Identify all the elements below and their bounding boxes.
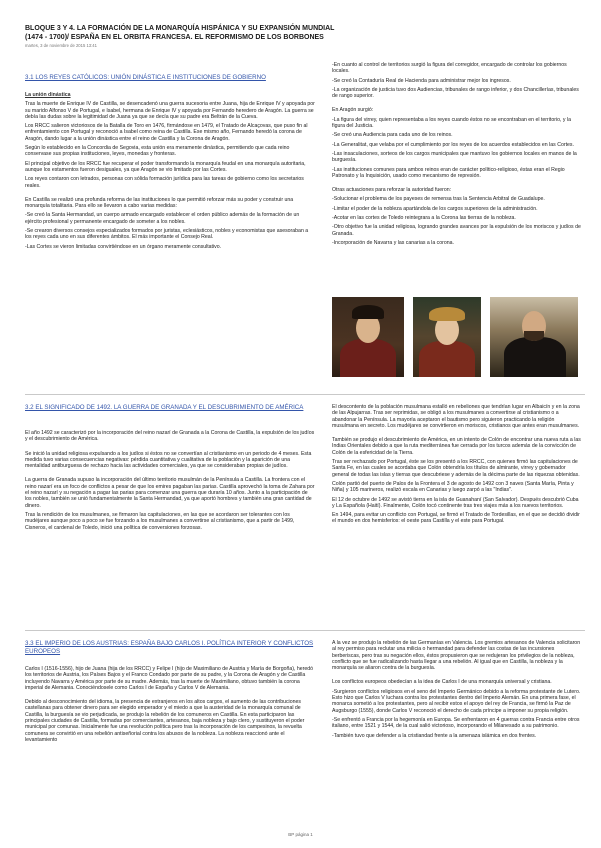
section-divider (25, 394, 585, 395)
paragraph: Debido al desconocimiento del idioma, la presencia de extranjeros en los altos cargos, el aumento de las contribuciones castellanas para obtener dinero para ser elegido emperador y el miedo a que la austeridad de la monarquía comunal de Castilla, la burguesía se vio perjudicada, se produjo la rebelión de los comuneros en Castilla. En esta participaron las principales ciudades de Castilla, formadas por comerciantes, artesanos, baja nobleza y bajo clero, y sustituyeron el poder municipal por comunas. Inicialmente fue una revolución política pero tras la incorporación de los campesinos, la revuelta comunera se convirtió en una rebelión antiseñorial contra los abusos de la nobleza. La nobleza reaccionó ante el levantamiento (25, 699, 305, 743)
paragraph: Carlos I (1516-1556), hijo de Juana (hija de los RRCC) y Felipe I (hijo de Maximiliano de Austria y María de Borgoña), heredó los territorios de Austria, los Países Bajos y el Franco Condado por parte de su padre, y la Corona de Aragón y de Castilla incluyendo Navarra y América por parte de su madre. Además, tras la muerte de Maximiliano, obtuvo también la corona imperial de Alemania. Conociéndosele como Carlos I de España y Carlos V de Alemania. (25, 666, 314, 691)
list-item: -Surgieron conflictos religiosos en el seno del Imperio Germánico debido a la reforma protestante de Lutero. Esto hizo que Carlos V luchara contra los protestantes dentro del Imperio Alemán. En una primera fase, el monarca sometió a los protestantes, pero al recibir estos el apoyo del rey de Francia, se firmó la Paz de Augsburgo (1555), donde Carlos V reconoció el derecho de cada príncipe a imponer su propia religión. (332, 688, 581, 714)
list-item: -Se crearon diversos consejos especializados formados por juristas, eclesiásticos, nobles y economistas que asesoraban a los reyes cada uno en sus diferentes ámbitos. El más importante el Consejo Real. (25, 228, 309, 241)
paragraph: El 12 de octubre de 1492 se avistó tierra en la isla de Guanahaní (San Salvador). Después descubrió Cuba y La Española (Haití). Finalmente, Colón tocó continente tras tres viajes más a los nuevos territorios. (332, 496, 579, 509)
section-3-3-right-column (332, 640, 582, 824)
portrait-fernando-image (332, 297, 404, 377)
section-3-3-left-column (25, 666, 315, 824)
section-3-3-heading: 3.3 EL IMPERIO DE LOS AUSTRIAS: ESPAÑA BAJO CARLOS I. POLÍTICA INTERIOR Y CONFLICTOS EUROPEOS (25, 640, 314, 655)
list-item: -Solucionar el problema de los payeses de remensa tras la Sentencia Arbitral de Guadalupe. (332, 196, 545, 203)
list-item: -Se creó la Santa Hermandad, un cuerpo armado encargado establecer el orden público además de la formación de un ejército profesional y permanente encargado de someter a los nobles. (25, 212, 300, 225)
timestamp: martes, 3 de noviembre de 2015 13:41 (25, 43, 97, 48)
section-divider (25, 630, 585, 631)
section-3-1-left-column (25, 92, 315, 253)
section-3-2-left-column (25, 430, 315, 534)
paragraph: A la vez se produjo la rebelión de las Germanías en Valencia. Los gremios artesanos de Valencia solicitaron al rey permiso para reclutar una milicia o hermandad para defender las costas de las incursiones berberiscas, pero tras su negación ellos, éstos propusieron que se redujeran los privilegios de la nobleza, conflicto que se fue radicalizando hasta llegar a una rebelión. Al igual que en Castilla, la nobleza y la monarquía se aliaron contra de la burguesía. (332, 640, 581, 672)
section-3-1-heading: 3.1 LOS REYES CATÓLICOS: UNIÓN DINÁSTICA E INSTITUCIONES DE GOBIERNO (25, 74, 266, 81)
list-item: -Las Cortes se vieron limitadas convirtiéndose en un órgano meramente consultativo. (25, 243, 222, 250)
paragraph: El principal objetivo de los RRCC fue recuperar el poder transformando la monarquía feudal en una monarquía autoritaria, aunque los estamentos fueron desiguales, ya que Aragón se vio limitado por las Cortes. (25, 160, 306, 173)
paragraph: El año 1492 se caracterizó por la incorporación del reino nazarí de Granada a la Corona de Castilla, la expulsión de los judíos y el descubrimiento de América. (25, 430, 315, 443)
paragraph: Los conflictos europeos obedecían a la idea de Carlos I de una monarquía universal y cristiana. (332, 679, 552, 686)
list-item: -La figura del virrey, quien representaba a los reyes cuando éstos no se encontraban en el territorio, y la figura del Justicia. (332, 116, 571, 130)
subheading-aragon: En Aragón surgió: (332, 107, 374, 114)
list-item: -Se creó la Contaduría Real de Hacienda para administrar mejor los ingresos. (332, 77, 511, 84)
subheading-union-dinastica: La unión dinástica (25, 92, 71, 98)
paragraph: Tras la rendición de los musulmanes, se firmaron las capitulaciones, en las que se acordaron ser tolerantes con los mudéjares aunque poco a poco se fue forzando a los musulmanes a convertirse al cristianismo, que a partir de 1499, Cisneros, el cardenal de Toledo, inició una política de conversiones forzosas. (25, 511, 295, 531)
portrait-carlos-image (490, 297, 578, 377)
paragraph: Según lo establecido en la Concordia de Segovia, esta unión era meramente dinástica, permitiendo que cada reino conservase sus propias instituciones, leyes, monedas y fronteras. (25, 145, 290, 158)
list-item: -La Generalitat, que velaba por el cumplimiento por los reyes de los acuerdos establecidos en las Cortes. (332, 141, 574, 148)
paragraph: Tras la muerte de Enrique IV de Castilla, se desencadenó una guerra sucesoria entre Juana, hija de Enrique IV y apoyada por su marido Alfonso V de Portugal, e Isabel, hermana de Enrique IV y apoyada por Fernando heredero de Aragón. La guerra se debía las dudas sobre la legitimidad de Juana ya que se decía que su padre era Beltrán de la Cueva. (25, 101, 315, 120)
list-item: -Se creó una Audiencia para cada uno de los reinos. (332, 132, 453, 139)
paragraph: La guerra de Granada supuso la incorporación del último territorio musulmán de la Península a Castilla. La frontera con el reino nazarí era un foco de conflictos a pesar de que los emires pagaban las parias. Castilla aprovechó la toma de Zahara por el reino nazarí y su negación a pagar las parias para comenzar una guerra que duraría 10 años. Junto a la participación de los nobles, también se unió fundamentalmente la Santa Hermandad, ya que aportó hombres y también una gran cantidad de dinero. (25, 477, 315, 509)
paragraph: También se produjo el descubrimiento de América, en un intento de Colón de encontrar una nueva ruta a las Indias Orientales debido a que la ruta mediterránea fue cerrada por los turcos además de la convicción de Colón de la esfericidad de la Tierra. (332, 437, 581, 456)
paragraph: Los reyes contaron con letrados, personas con sólida formación jurídica para las tareas de gobierno como los secretarios reales. (25, 176, 304, 189)
list-item: -Otro objetivo fue la unidad religiosa, logrando grandes avances por la expulsión de los moriscos y judíos de Granada. (332, 224, 581, 237)
list-item: -Incorporación de Navarra y las canarias a la corona. (332, 239, 454, 246)
section-3-2-right-column (332, 404, 582, 528)
paragraph: Los RRCC salieron victoriosos de la Batalla de Toro en 1476, firmándose en 1479, el Tratado de Alcaçovas, que puso fin al enfrentamiento con Portugal y reconoció a Isabel como reina de Castilla. Ese mismo año, Fernando heredó la corona de Aragón, dando lugar a la unión dinástica entre el reino de Castilla y la Corona de Aragón. (25, 123, 308, 142)
section-3-2-heading: 3.2 EL SIGNIFICADO DE 1492. LA GUERRA DE GRANADA Y EL DESCUBRIMIENTO DE AMÉRICA (25, 404, 304, 411)
list-item: -Las insaculaciones, sorteos de los cargos municipales que mantuvo los gobiernos locales en manos de la burguesía. (332, 150, 577, 164)
paragraph: Colón partió del puerto de Palos de la Frontera el 3 de agosto de 1492 con 3 naves (Santa María, Pinta y Niña) y 105 marineros, realizó escala en Canarias y luego zarpó a las "Indias". (332, 480, 574, 494)
list-item: -En cuanto al control de territorios surgió la figura del corregidor, encargado de controlar los gobiernos locales. (332, 62, 567, 75)
list-item: -Limitar el poder de la nobleza apartándola de los cargos superiores de la administración. (332, 205, 538, 212)
paragraph: Tras ser rechazado por Portugal, éste se los presentó a los RRCC, con quienes firmó las capitulaciones de Santa Fe, en las cuales se acordaba que Colón obtendría los títulos de almirante, virrey y gobernador general de todas las islas y tierras que descubriese y además de la décima parte de las riquezas obtenidas. (332, 459, 580, 478)
title-line-1: BLOQUE 3 Y 4. LA FORMACIÓN DE LA MONARQUÍA HISPÁNICA Y SU EXPANSIÓN MUNDIAL (25, 25, 335, 32)
list-item: -Acotar en las cortes de Toledo reintegrara a la Corona las tierras de la nobleza. (332, 215, 516, 222)
paragraph: En Castilla se realizó una profunda reforma de las instituciones lo que permitió reforzar más su poder y construir una monarquía totalitaria. Para ello se llevaron a cabo varias medidas: (25, 196, 294, 210)
list-item: -Se enfrentó a Francia por la hegemonía en Europa. Se enfrentaron en 4 guerras contra Francia entre otros italiano, entre 1521 y 1544, de la cual salió victorioso, incorporando el Milanesado a su patrimonio. (332, 716, 580, 730)
title-line-2: (1474 - 1700)/ ESPAÑA EN EL ORBITA FRANCESA. EL REFORMISMO DE LOS BORBONES (25, 34, 324, 41)
subheading-otras-actuaciones: Otras actuaciones para reforzar la autoridad fueron: (332, 187, 452, 194)
list-item: -La organización de justicia tuvo dos Audiencias, tribunales de rango inferior, y dos Chancillerías, tribunales de rango superior. (332, 86, 579, 100)
list-item: -También tuvo que defender a la cristiandad frente a la amenaza islámica en dos frentes. (332, 732, 537, 739)
list-item: -Las instituciones comunes para ambos reinos eran de carácter político-religioso, éstas eran el Regio Patronato y la Inquisición, usado como mecanismo de represión. (332, 166, 565, 179)
paragraph: En 1494, para evitar un conflicto con Portugal, se firmó el Tratado de Tordesillas, en el que se decidió dividir el mundo en dos hemisferios: el oeste para Castilla y el este para Portugal. (332, 512, 580, 525)
document-title (25, 24, 585, 42)
paragraph: El descontento de la población musulmana estalló en rebeliones que tendrían lugar en Albaicín y en la zona de las Alpujarras. Tras ser reprimidas, se obligó a los musulmanes a convertirse al cristianismo o a abandonar la Península. La mayoría aceptaron el bautismo pero siguieron practicando la religión musulmana en secreto. Los mudéjares se convirtieron en moriscos, cristianos que antes eran musulmanes. (332, 404, 580, 429)
paragraph: Se inició la unidad religiosa expulsando a los judíos si éstos no se convertían al cristianismo en un periodo de 4 meses. Esta medida tuvo varias consecuencias negativas: pérdida cuantitativa y cualitativa de la población y la aparición de una mentalidad antiburguesa de rechazo hacia las actividades comerciales, ya que se consideraban propias de judíos. (25, 450, 312, 470)
portrait-isabel-image (413, 297, 481, 377)
page-footer: BP página 1 (288, 832, 313, 837)
section-3-1-right-column (332, 62, 582, 249)
